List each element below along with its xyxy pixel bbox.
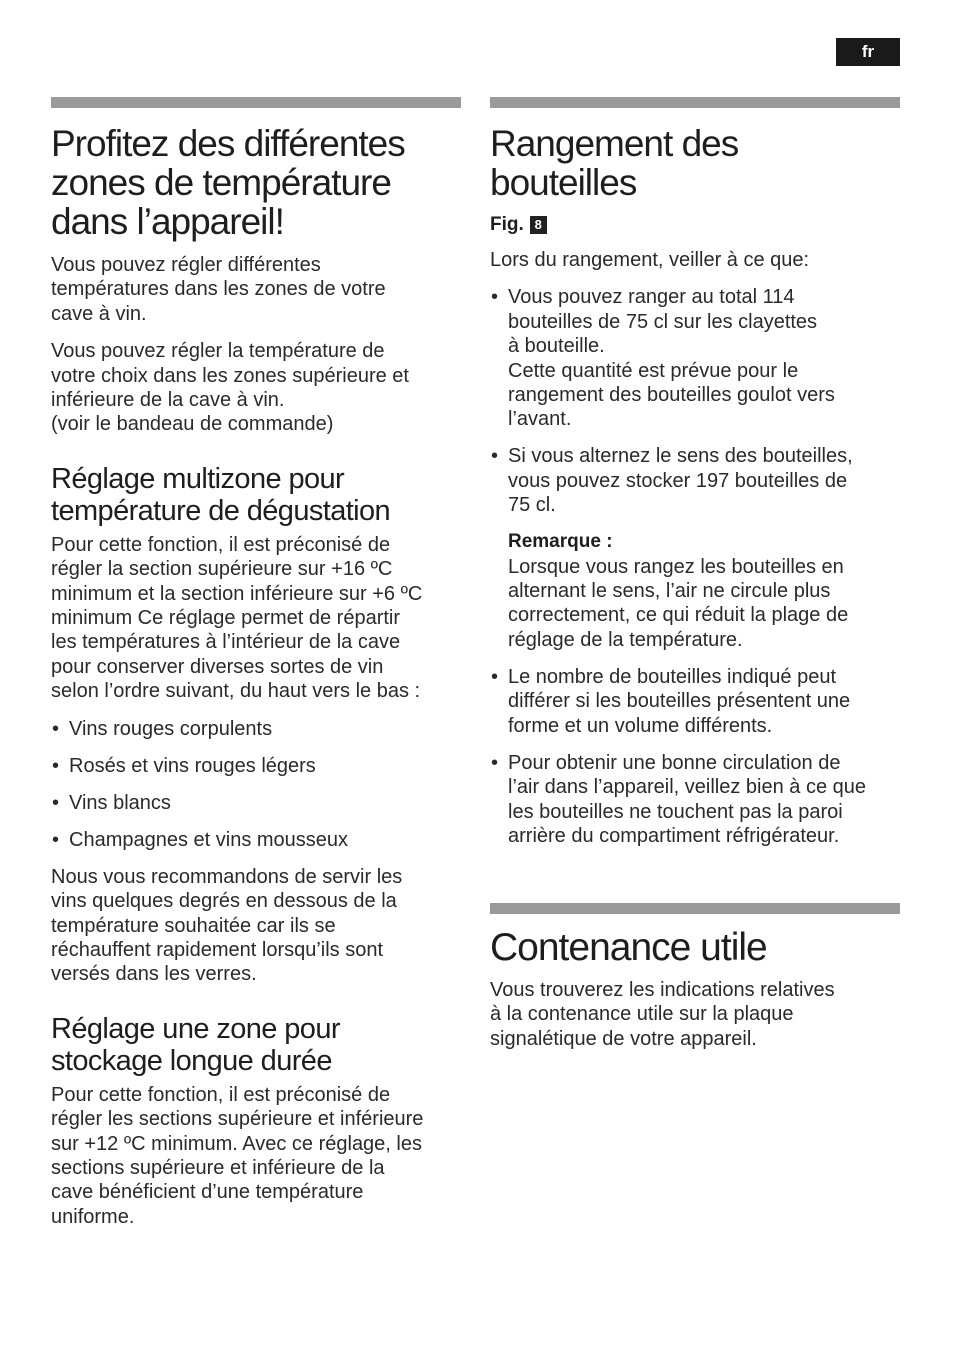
figure-number-badge: 8 bbox=[530, 216, 547, 234]
list-item bbox=[490, 665, 900, 738]
text-line: les bouteilles ne touchent pas la paroi bbox=[508, 800, 843, 823]
temperature-zones-title bbox=[51, 124, 461, 241]
section-rule bbox=[51, 97, 461, 108]
storage-list bbox=[490, 285, 900, 517]
serving-paragraph bbox=[51, 865, 461, 987]
text-line: minimum Ce réglage permet de répartir bbox=[51, 607, 401, 630]
multizone-paragraph bbox=[51, 533, 461, 704]
text-line: signalétique de votre appareil. bbox=[490, 1027, 757, 1050]
text-line: correctement, ce qui réduit la plage de bbox=[508, 604, 849, 627]
text-line: Vous pouvez ranger au total 114 bbox=[508, 286, 795, 309]
section-rule bbox=[490, 97, 900, 108]
heading-line: température de dégustation bbox=[51, 494, 391, 527]
title-line: zones de température bbox=[51, 162, 391, 203]
left-column bbox=[51, 97, 461, 1242]
capacity-title: Contenance utile bbox=[490, 925, 767, 969]
text-line: versés dans les verres. bbox=[51, 963, 257, 986]
list-item bbox=[51, 754, 461, 778]
text-line: réchauffent rapidement lorsqu’ils sont bbox=[51, 938, 384, 961]
capacity-paragraph bbox=[490, 978, 900, 1051]
text-line: les températures à l’intérieur de la cave bbox=[51, 631, 401, 654]
storage-intro: Lors du rangement, veiller à ce que: bbox=[490, 249, 810, 271]
onezone-heading bbox=[51, 1013, 461, 1077]
text-line: Lorsque vous rangez les bouteilles en bbox=[508, 555, 844, 578]
text-line: vins quelques degrés en dessous de la bbox=[51, 890, 397, 913]
bullet-icon: • bbox=[491, 445, 499, 468]
storage-list-continued bbox=[490, 665, 900, 848]
list-item-text: Vins rouges corpulents bbox=[69, 717, 273, 740]
title-line: Profitez des différentes bbox=[51, 123, 405, 164]
figure-label: Fig. bbox=[490, 214, 524, 235]
text-line: Si vous alternez le sens des bouteilles, bbox=[508, 445, 853, 468]
text-line: Nous vous recommandons de servir les bbox=[51, 865, 403, 888]
section-rule bbox=[490, 903, 900, 914]
bullet-icon: • bbox=[491, 286, 499, 309]
heading-line: Réglage multizone pour bbox=[51, 462, 345, 495]
text-line: régler la section supérieure sur +16 ºC bbox=[51, 558, 393, 581]
text-line: selon l’ordre suivant, du haut vers le bas : bbox=[51, 680, 421, 703]
list-item bbox=[490, 285, 900, 431]
text-line: vous pouvez stocker 197 bouteilles de bbox=[508, 469, 848, 492]
text-line: régler les sections supérieure et inférieure bbox=[51, 1108, 424, 1131]
language-badge: fr bbox=[836, 38, 900, 66]
text-line: Pour cette fonction, il est préconisé de bbox=[51, 533, 391, 556]
text-line: à bouteille. bbox=[508, 335, 605, 358]
text-line: 75 cl. bbox=[508, 494, 556, 517]
list-item-text: Vins blancs bbox=[69, 791, 171, 814]
text-line: sur +12 ºC minimum. Avec ce réglage, les bbox=[51, 1132, 422, 1155]
text-line: l’air dans l’appareil, veillez bien à ce que bbox=[508, 776, 866, 799]
right-column bbox=[490, 97, 900, 1064]
bullet-icon: • bbox=[52, 754, 60, 777]
text-line: pour conserver diverses sortes de vin bbox=[51, 655, 384, 678]
text-line: (voir le bandeau de commande) bbox=[51, 413, 334, 436]
note-block bbox=[508, 530, 900, 652]
title-line: bouteilles bbox=[490, 162, 637, 203]
list-item bbox=[51, 828, 461, 852]
text-line: cave à vin. bbox=[51, 302, 147, 325]
text-line: Pour cette fonction, il est préconisé de bbox=[51, 1083, 391, 1106]
note-text bbox=[508, 555, 900, 653]
onezone-paragraph bbox=[51, 1083, 461, 1229]
note-title: Remarque : bbox=[508, 531, 613, 553]
list-item bbox=[51, 791, 461, 815]
intro-paragraph-1 bbox=[51, 253, 461, 326]
section-spacer bbox=[490, 861, 900, 903]
text-line: Vous pouvez régler la température de bbox=[51, 340, 385, 363]
text-line: inférieure de la cave à vin. bbox=[51, 389, 285, 412]
figure-reference bbox=[490, 214, 900, 236]
bullet-icon: • bbox=[491, 751, 499, 774]
wine-order-list bbox=[51, 717, 461, 852]
text-line: Pour obtenir une bonne circulation de bbox=[508, 751, 841, 774]
text-line: Le nombre de bouteilles indiqué peut bbox=[508, 665, 837, 688]
list-item bbox=[490, 444, 900, 517]
list-item bbox=[51, 717, 461, 741]
text-line: votre choix dans les zones supérieure et bbox=[51, 364, 409, 387]
text-line: minimum et la section inférieure sur +6 ºC bbox=[51, 582, 423, 605]
text-line: bouteilles de 75 cl sur les clayettes bbox=[508, 310, 818, 333]
multizone-heading bbox=[51, 463, 461, 527]
text-line: à la contenance utile sur la plaque bbox=[490, 1003, 794, 1026]
list-item-text: Rosés et vins rouges légers bbox=[69, 754, 316, 777]
heading-line: stockage longue durée bbox=[51, 1044, 332, 1077]
bullet-icon: • bbox=[52, 791, 60, 814]
text-line: l’avant. bbox=[508, 408, 572, 431]
list-item-text: Champagnes et vins mousseux bbox=[69, 828, 349, 851]
text-line: Vous pouvez régler différentes bbox=[51, 254, 321, 276]
text-line: uniforme. bbox=[51, 1205, 135, 1228]
bullet-icon: • bbox=[491, 665, 499, 688]
text-line: Cette quantité est prévue pour le bbox=[508, 359, 799, 382]
text-line: Vous trouverez les indications relatives bbox=[490, 978, 835, 1001]
title-line: Rangement des bbox=[490, 123, 739, 164]
text-line: différer si les bouteilles présentent une bbox=[508, 690, 851, 713]
text-line: cave bénéficient d’une température bbox=[51, 1181, 364, 1204]
text-line: température souhaitée car ils se bbox=[51, 914, 336, 937]
text-line: alternant le sens, l’air ne circule plus bbox=[508, 580, 831, 603]
list-item bbox=[490, 751, 900, 849]
text-line: rangement des bouteilles goulot vers bbox=[508, 384, 835, 407]
intro-paragraph-2 bbox=[51, 339, 461, 437]
text-line: sections supérieure et inférieure de la bbox=[51, 1156, 385, 1179]
text-line: forme et un volume différents. bbox=[508, 714, 773, 737]
heading-line: Réglage une zone pour bbox=[51, 1012, 340, 1045]
text-line: réglage de la température. bbox=[508, 628, 743, 651]
bottle-storage-title bbox=[490, 124, 900, 202]
text-line: températures dans les zones de votre bbox=[51, 278, 386, 301]
bullet-icon: • bbox=[52, 828, 60, 851]
bullet-icon: • bbox=[52, 717, 60, 740]
title-line: dans l’appareil! bbox=[51, 201, 284, 242]
text-line: arrière du compartiment réfrigérateur. bbox=[508, 824, 840, 847]
